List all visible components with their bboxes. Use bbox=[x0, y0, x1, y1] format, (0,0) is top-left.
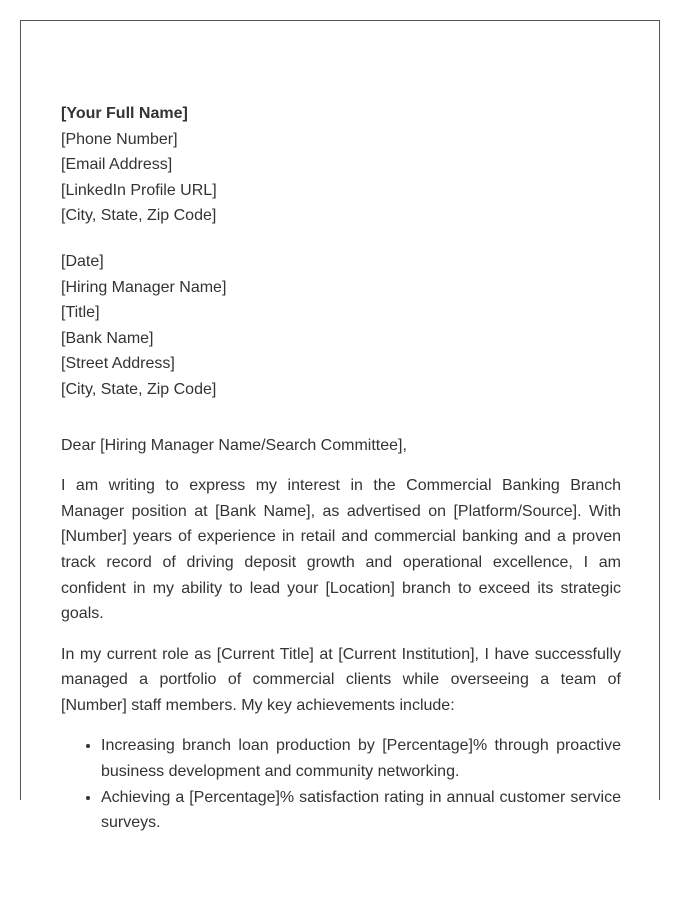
recipient-title: [Title] bbox=[61, 304, 100, 322]
letter-date: [Date] bbox=[61, 252, 104, 270]
recipient-city: [City, State, Zip Code] bbox=[61, 380, 217, 398]
sender-city: [City, State, Zip Code] bbox=[61, 207, 217, 225]
recipient-block bbox=[61, 249, 621, 403]
salutation: Dear [Hiring Manager Name/Search Committee], bbox=[61, 436, 407, 454]
sender-name: [Your Full Name] bbox=[61, 105, 188, 122]
letter-content bbox=[61, 101, 621, 836]
body-paragraph: In my current role as [Current Title] at [Current Institution], I have successfully managed a portfolio of commercial clients while overseeing a team of [Number] staff members. My key achievements include: bbox=[61, 645, 621, 714]
list-item: • Achieving a [Percentage]% satisfaction rating in annual customer service surveys. bbox=[101, 785, 621, 836]
list-item: • Increasing branch loan production by [Percentage]% through proactive business development and community networking. bbox=[101, 733, 621, 784]
sender-phone: [Phone Number] bbox=[61, 130, 178, 148]
letter-page bbox=[20, 20, 660, 832]
sender-linkedin: [LinkedIn Profile URL] bbox=[61, 181, 217, 199]
achievements-list bbox=[61, 733, 621, 835]
recipient-bank: [Bank Name] bbox=[61, 329, 154, 347]
recipient-manager: [Hiring Manager Name] bbox=[61, 278, 227, 296]
recipient-street: [Street Address] bbox=[61, 355, 175, 373]
sender-email: [Email Address] bbox=[61, 156, 173, 174]
body-paragraph: I am writing to express my interest in the Commercial Banking Branch Manager position at [Bank Name], as advertised on [Platform/Source]. With [Number] years of experience in retail and commercial banking and a proven track record of driving deposit growth and operational excellence, I am confident in my ability to lead your [Location] branch to exceed its strategic goals. bbox=[61, 477, 621, 623]
sender-block bbox=[61, 101, 621, 229]
